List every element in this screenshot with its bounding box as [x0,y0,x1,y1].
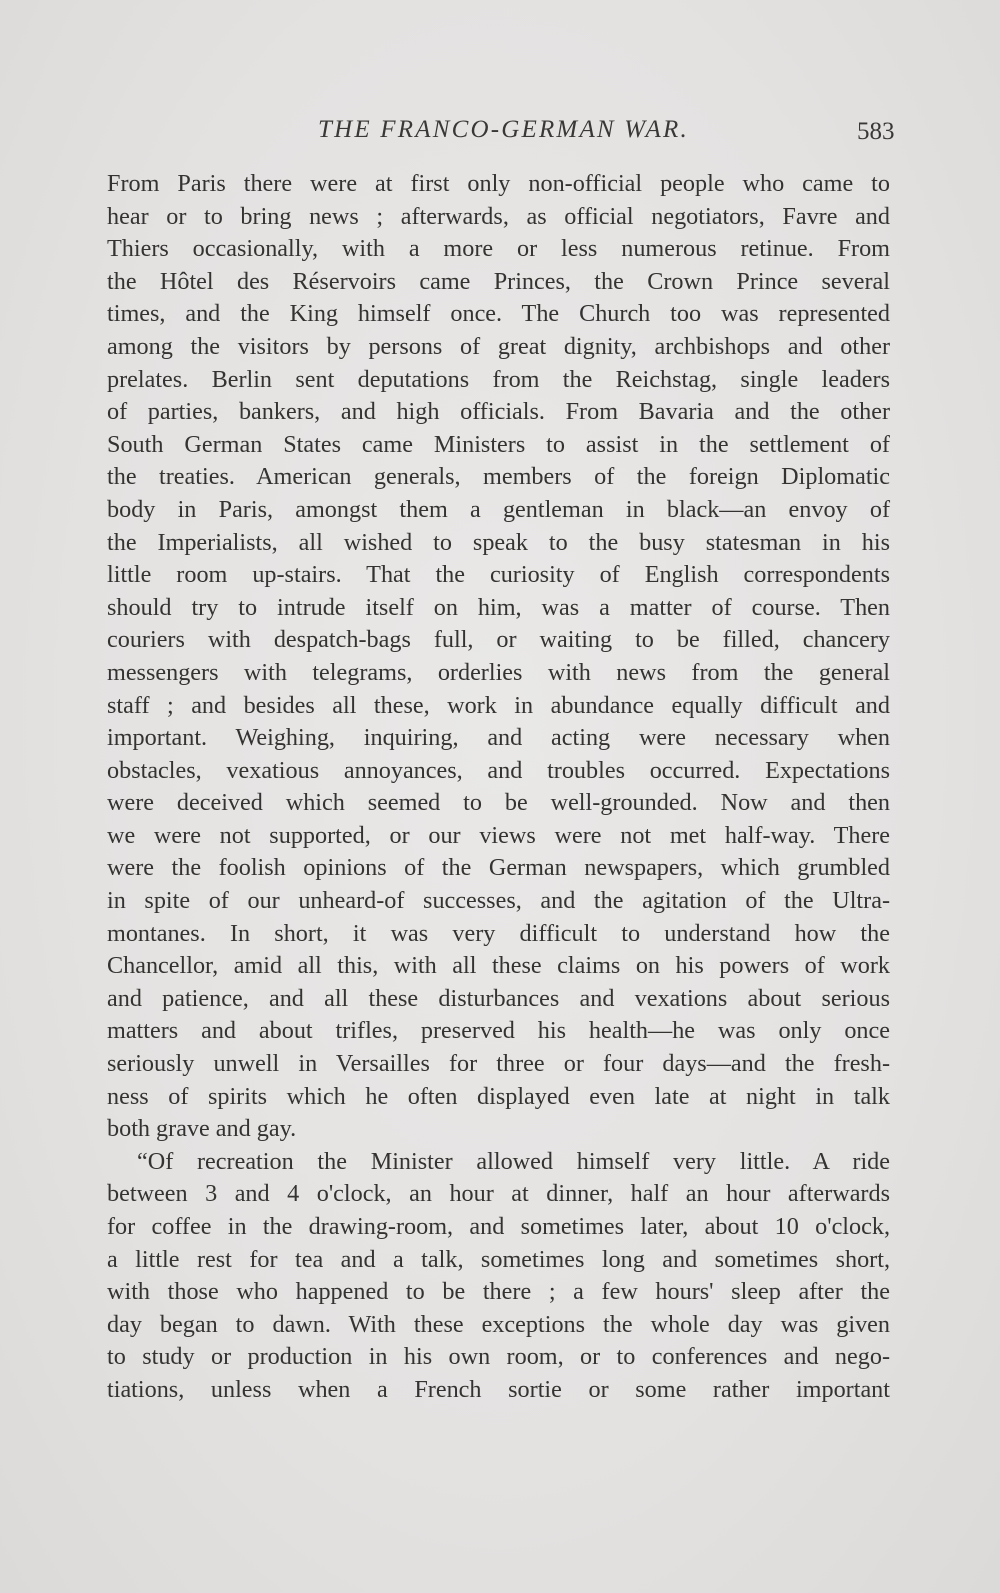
text-line: little room up-stairs. That the curiosity of English correspondents [107,561,890,589]
text-line: Chancellor, amid all this, with all these claims on his powers of work [107,952,890,980]
text-line: of parties, bankers, and high officials. From Bavaria and the other [107,398,890,426]
text-line: prelates. Berlin sent deputations from the Reichstag, single leaders [107,365,890,393]
text-line: a little rest for tea and a talk, sometimes long and sometimes short, [107,1245,890,1273]
text-line: South German States came Ministers to assist in the settlement of [107,430,890,458]
paragraph-end-line: both grave and gay. [107,1115,297,1143]
text-line: messengers with telegrams, orderlies with news from the general [107,658,890,686]
text-line: couriers with despatch-bags full, or waiting to be filled, chancery [107,626,890,654]
text-line: and patience, and all these disturbances and vexations about serious [107,984,890,1012]
running-title: THE FRANCO-GERMAN WAR. [318,116,689,143]
text-line: were the foolish opinions of the German newspapers, which grumbled [107,854,890,882]
text-line: for coffee in the drawing-room, and sometimes later, about 10 o'clock, [107,1213,890,1240]
text-line: the Hôtel des Réservoirs came Princes, the Crown Prince several [107,267,890,295]
body-text [107,168,890,1407]
text-line: day began to dawn. With these exceptions the whole day was given [107,1310,890,1338]
text-line: with those who happened to be there ; a few hours' sleep after the [107,1278,890,1306]
text-line: Thiers occasionally, with a more or less numerous retinue. From [107,235,890,263]
text-line: we were not supported, or our views were not met half-way. There [107,821,890,849]
text-line: body in Paris, amongst them a gentleman in black—an envoy of [107,495,890,523]
text-line: matters and about trifles, preserved his health—he was only once [107,1017,890,1045]
text-line: important. Weighing, inquiring, and acting were necessary when [107,724,890,752]
text-line: tiations, unless when a French sortie or some rather important [107,1375,890,1403]
text-line: in spite of our unheard-of successes, and the agitation of the Ultra- [107,887,890,915]
text-line: times, and the King himself once. The Church too was represented [107,300,890,328]
text-line: the treaties. American generals, members of the foreign Diplomatic [107,463,890,491]
text-line: seriously unwell in Versailles for three or four days—and the fresh- [107,1050,890,1078]
text-line: should try to intrude itself on him, was a matter of course. Then [107,593,890,621]
text-line: were deceived which seemed to be well-grounded. Now and then [107,789,890,817]
text-line: between 3 and 4 o'clock, an hour at dinner, half an hour afterwards [107,1180,890,1208]
text-line: staff ; and besides all these, work in abundance equally difficult and [107,691,890,719]
text-line: among the visitors by persons of great dignity, archbishops and other [107,332,890,360]
text-line: obstacles, vexatious annoyances, and troubles occurred. Expectations [107,756,890,784]
text-line: the Imperialists, all wished to speak to the busy statesman in his [107,528,890,556]
running-head [0,110,1000,150]
text-line: From Paris there were at first only non-official people who came to [107,170,890,197]
page-number: 583 [857,118,895,145]
paragraph-start-line: “Of recreation the Minister allowed himself very little. A ride [137,1147,890,1175]
text-line: ness of spirits which he often displayed even late at night in talk [107,1082,890,1110]
text-line: montanes. In short, it was very difficult to understand how the [107,919,890,947]
text-line: hear or to bring news ; afterwards, as official negotiators, Favre and [107,202,890,230]
text-line: to study or production in his own room, or to conferences and nego- [107,1343,890,1371]
